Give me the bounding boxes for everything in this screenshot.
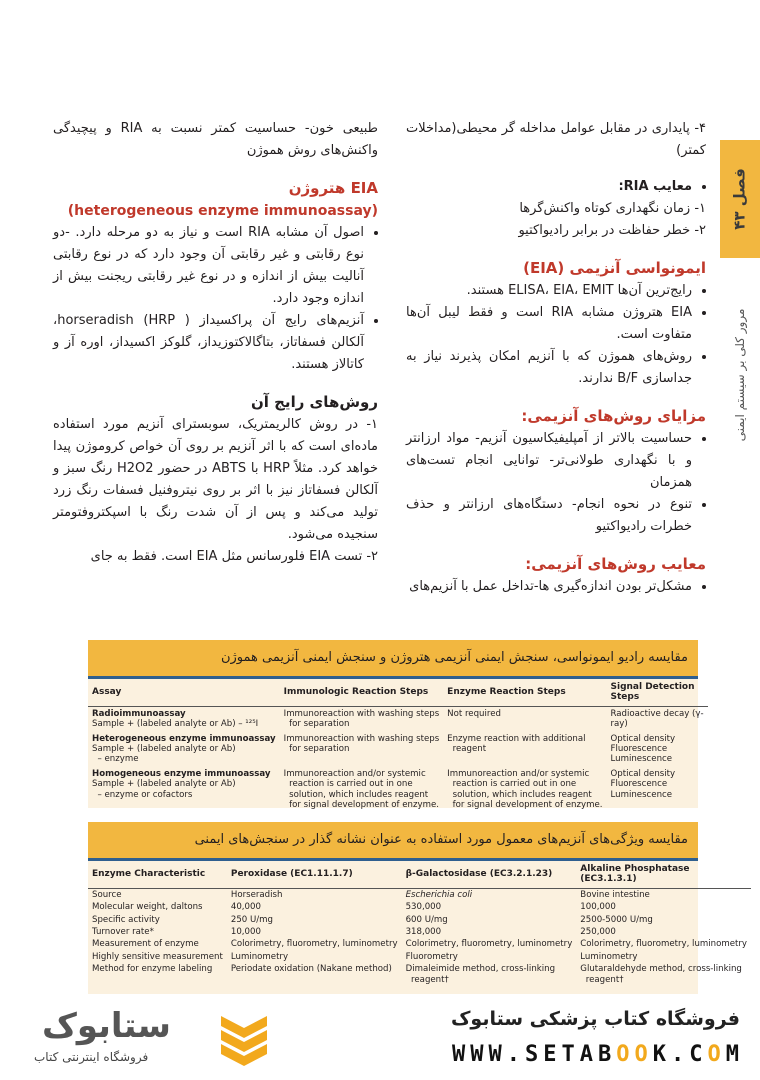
table-row [88,888,751,901]
eia-list [406,280,706,390]
column-header: β-Galactosidase (EC3.2.1.23) [402,861,577,888]
store-name: فروشگاه کتاب پزشکی ستابوک [450,1008,740,1030]
list-item: • اصول آن مشابه RIA است و نیاز به دو مرحله دارد. -دو نوع رقابتی و غیر رقابتی آن وجود دارد که در نوع رقابتی آنالیت بیش از اندازه و در نوع غیر رقابتی ریجنت بیش از اندازه وجود دارد. [53,222,364,310]
column-header: Immunologic Reaction Steps [280,679,444,706]
column-header: Alkaline Phosphatase (EC3.1.3.1) [576,861,751,888]
table-cell: Molecular weight, daltons [92,902,203,913]
eia-heading: ایمونواسی آنزیمی (EIA) [523,259,706,277]
table-cell: Dimaleimide method, cross-linking reagent† [405,964,556,985]
table-cell: 250,000 [580,927,616,938]
table-cell: Colorimetry, fluorometry, luminometry [580,939,748,950]
column-header: Enzyme Reaction Steps [443,679,606,706]
methods-heading: روش‌های رایج آن [250,393,378,411]
table-row [88,914,751,926]
table-cell: 2500-5000 U/mg [580,914,653,925]
table-cell: Immunoreaction and/or systemic reaction is carried out in one solution, which includes reagent for signal development of enzyme. [283,768,439,811]
table-cell: Optical density Fluorescence Luminescence [610,733,676,765]
chapter-tab [720,140,760,258]
table-row [88,901,751,913]
column-header: Signal Detection Steps [607,679,708,706]
table-cell: Immunoreaction with washing steps for separation [283,708,440,730]
assay-comparison-table [88,640,704,811]
table-cell: 100,000 [580,902,616,913]
table-cell: Luminometry [580,951,638,962]
ria-item-2: ۲- خطر حفاظت در برابر رادیواکتیو [518,223,706,238]
table-cell: Source [92,889,122,900]
advantages-list [406,428,706,538]
left-column [53,118,378,568]
table-cell: Luminometry [230,951,289,962]
table-cell: 600 U/mg [405,914,448,925]
ria-heading: • معایب RIA: [406,176,692,198]
setabook-logo [14,1004,274,1074]
table-cell: 530,000 [405,902,442,913]
table-cell: Periodate oxidation (Nakane method) [230,964,392,975]
logo-subtitle: فروشگاه اینترنتی کتاب [34,1050,149,1064]
ria-disadvantages [406,176,706,198]
list-item: • حساسیت بالاتر از آمپلیفیکاسیون آنزیم- مواد ارزانتر و با نگهداری طولانی‌تر- توانایی انجام تست‌های همزمان [406,428,692,494]
table-cell: Radioactive decay (γ-ray) [610,708,704,730]
chapter-title: مرور کلی بر سیستم ایمنی [733,308,747,442]
chapter-tab-label: فصل ۴۳ [731,168,749,230]
column-header: Assay [88,679,280,706]
table-cell: Horseradish [230,889,283,900]
table-row [88,938,751,950]
list-item: • EIA هتروژن مشابه RIA است و فقط لیبل آن‌ها متفاوت است. [406,302,692,346]
table-cell: 318,000 [405,927,442,938]
table-cell: Fluorometry [405,951,458,962]
list-item: • روش‌های هموژن که با آنزیم امکان پذیرند نیاز به جداسازی B/F ندارند. [406,346,692,390]
table-row [88,706,708,731]
paragraph: ۱- در روش کالریمتریک، سوبسترای آنزیم مورد استفاده ماده‌ای است که با اثر آنزیم بر روی آن خواص کروموژن پیدا خواهد کرد. مثلاً HRP با ABTS در حضور H2O2 رنگ سبز و آلکالن فسفاتاز نیز با اثر بر روی نیتروفنیل فسفات رنگ زرد تولید می‌کند و پس از آن شدت رنگ با اسپکتروفتومتر سنجیده می‌شود. [53,417,378,542]
assay-cell: Radioimmunoassay Sample + (labeled analyte or Ab) – ¹²⁵I [92,708,259,730]
paragraph: ۲- تست EIA فلورسانس مثل EIA است. فقط به جای [90,549,378,564]
table-cell: 250 U/mg [230,914,274,925]
table-cell: Colorimetry, fluorometry, luminometry [405,939,573,950]
disadvantages-list [406,576,706,598]
het-list [53,222,378,376]
column-header: Peroxidase (EC1.11.1.7) [227,861,402,888]
het-heading-en: (heterogeneous enzyme immunoassay) [67,203,378,219]
assay-cell: Homogeneous enzyme immunoassay Sample + (labeled analyte or Ab) – enzyme or cofactors [92,768,271,800]
table-row [88,767,708,813]
table-row [88,926,751,938]
table-cell: Highly sensitive measurement [92,951,223,962]
table-cell: 40,000 [230,902,261,913]
table-cell: Turnover rate* [92,927,154,938]
footer-banner [0,998,760,1080]
table-cell: Bovine intestine [580,889,650,900]
logo-text: ستابوک [42,1006,171,1046]
advantages-heading: مزایای روش‌های آنزیمی: [521,407,706,425]
chevron-logo-icon [219,1010,269,1068]
table-cell: Optical density Fluorescence Luminescence [610,768,676,800]
column-header: Enzyme Characteristic [88,861,227,888]
table-row [88,951,751,963]
ria-item-1: ۱- زمان نگهداری کوتاه واکنش‌گرها [519,201,706,216]
paragraph: ۴- پایداری در مقابل عوامل مداخله گر محیطی(مداخلات کمتر) [406,121,706,158]
table-cell: Measurement of enzyme [92,939,199,950]
table-cell: Colorimetry, fluorometry, luminometry [230,939,398,950]
right-column [406,118,706,598]
list-item: • رایج‌ترین آن‌ها ELISA، EIA، EMIT هستند. [406,280,692,302]
table-cell: Escherichia coli [405,889,473,900]
table [88,861,751,986]
table-cell: Method for enzyme labeling [92,964,213,975]
assay-cell: Heterogeneous enzyme immunoassay Sample + (labeled analyte or Ab) – enzyme [92,733,276,765]
table-cell: 10,000 [230,927,261,938]
table-cell: Not required [447,708,501,719]
table [88,679,708,812]
table-row [88,963,751,986]
table-cell: Glutaraldehyde method, cross-linking reagent† [580,964,742,985]
paragraph: طبیعی خون- حساسیت کمتر نسبت به RIA و پیچیدگی واکنش‌های روش هموژن [53,121,378,158]
het-heading: EIA هتروژن [288,179,378,197]
enzyme-characteristics-table [88,822,748,994]
list-item: • تنوع در نحوه انجام- دستگاه‌های ارزانتر و حذف خطرات رادیواکتیو [406,494,692,538]
table-cell: Enzyme reaction with additional reagent [447,733,586,755]
table-cell: Immunoreaction and/or systemic reaction is carried out in one solution, which includes reagent for signal development of enzyme. [447,768,603,811]
table-cell: Specific activity [92,914,160,925]
disadvantages-heading: معایب روش‌های آنزیمی: [525,555,706,573]
store-url[interactable]: WWW.SETABOOK.COM [452,1042,744,1067]
list-item: • مشکل‌تر بودن اندازه‌گیری ها-تداخل عمل با آنزیم‌های [406,576,692,598]
list-item: • آنزیم‌های رایج آن پراکسیداز ( HRP) horseradish، آلکالن فسفاتاز، بتاگالاکتوزیداز، گلوکز اکسیداز، اوره آز و کاتالاز هستند. [53,310,364,376]
table-cell: Immunoreaction with washing steps for separation [283,733,440,755]
table-title: مقایسه ویژگی‌های آنزیم‌های معمول مورد استفاده به عنوان نشانه گذار در سنجش‌های ایمنی [88,822,698,858]
table-row [88,732,708,767]
table-title: مقایسه رادیو ایمونواسی، سنجش ایمنی آنزیمی هتروژن و سنجش ایمنی آنزیمی هموژن [88,640,698,676]
chapter-sidebar [720,140,760,440]
